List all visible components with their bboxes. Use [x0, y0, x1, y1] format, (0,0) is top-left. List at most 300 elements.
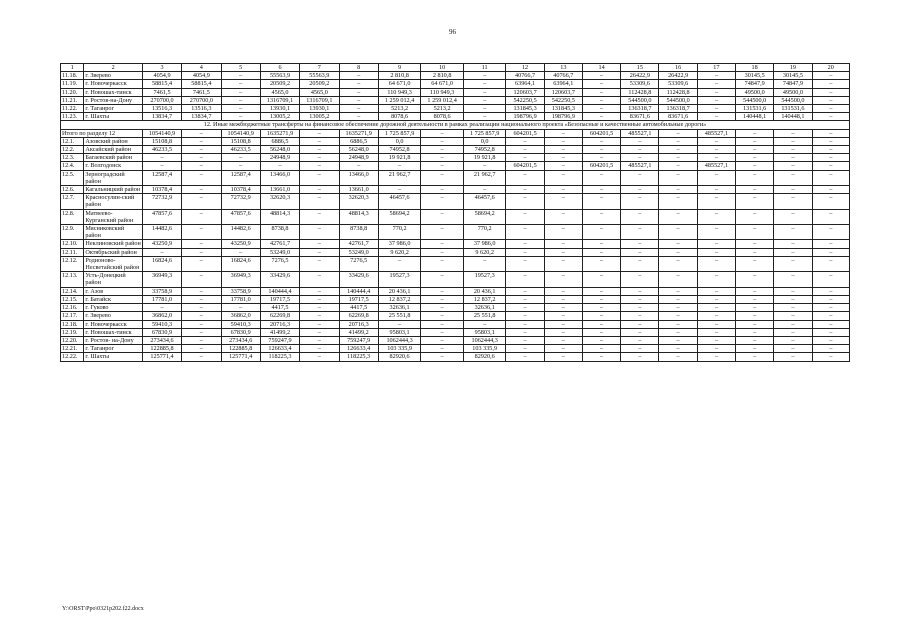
value-cell: –	[774, 336, 812, 344]
value-cell: –	[659, 345, 697, 353]
value-cell: –	[812, 240, 849, 248]
value-cell: 15108,8	[221, 137, 260, 145]
value-cell: –	[697, 137, 735, 145]
value-cell: –	[260, 162, 299, 170]
value-cell: 140444,4	[260, 287, 299, 295]
value-cell: –	[659, 304, 697, 312]
value-cell: 2 810,8	[421, 72, 464, 80]
value-cell: –	[339, 113, 378, 121]
value-cell: –	[621, 312, 659, 320]
column-number-9: 9	[378, 64, 421, 72]
section-total-label: Итого по разделу 12	[61, 129, 143, 137]
value-cell: –	[582, 336, 620, 344]
value-cell: –	[506, 312, 544, 320]
value-cell: 53309,6	[659, 80, 697, 88]
value-cell: –	[582, 312, 620, 320]
value-cell: –	[659, 248, 697, 256]
value-cell: 17781,0	[221, 295, 260, 303]
row-label-cell: г. Новошах-тинск	[84, 88, 142, 96]
value-cell: 140444,4	[339, 287, 378, 295]
total-value-cell: –	[774, 129, 812, 137]
row-label-cell: г. Батайск	[84, 295, 142, 303]
value-cell: 20716,3	[260, 320, 299, 328]
value-cell: –	[221, 248, 260, 256]
value-cell: –	[659, 170, 697, 185]
value-cell: –	[659, 256, 697, 271]
value-cell: 125771,4	[221, 353, 260, 361]
value-cell: 95803,1	[378, 328, 421, 336]
value-cell: –	[421, 162, 464, 170]
value-cell: 485527,1	[621, 162, 659, 170]
value-cell: –	[300, 256, 339, 271]
value-cell: 21 962,7	[378, 170, 421, 185]
value-cell: –	[812, 312, 849, 320]
value-cell: –	[774, 209, 812, 224]
value-cell: –	[544, 240, 582, 248]
value-cell: –	[544, 295, 582, 303]
column-number-20: 20	[812, 64, 849, 72]
value-cell: –	[697, 186, 735, 194]
page-number: 96	[449, 28, 456, 36]
row-label-cell: г. Шахты	[84, 353, 142, 361]
value-cell: 67830,9	[142, 328, 181, 336]
value-cell: 33758,9	[221, 287, 260, 295]
value-cell: –	[697, 209, 735, 224]
value-cell: –	[621, 137, 659, 145]
value-cell: –	[697, 72, 735, 80]
value-cell: 40766,7	[544, 72, 582, 80]
value-cell: 1316709,1	[300, 96, 339, 104]
value-cell: 7461,5	[142, 88, 181, 96]
value-cell: –	[736, 312, 774, 320]
total-value-cell: –	[544, 129, 582, 137]
value-cell: 8738,8	[260, 225, 299, 240]
value-cell: –	[697, 287, 735, 295]
row-label-cell: Матвеево-Курганский район	[84, 209, 142, 224]
value-cell: –	[300, 137, 339, 145]
value-cell: –	[697, 194, 735, 209]
value-cell: –	[300, 154, 339, 162]
value-cell: –	[582, 170, 620, 185]
value-cell: –	[544, 287, 582, 295]
value-cell: –	[812, 248, 849, 256]
value-cell: –	[182, 240, 221, 248]
value-cell: –	[659, 312, 697, 320]
value-cell: 8738,8	[339, 225, 378, 240]
value-cell: –	[812, 225, 849, 240]
value-cell: 33429,6	[339, 272, 378, 287]
value-cell: 16824,6	[221, 256, 260, 271]
value-cell: –	[621, 345, 659, 353]
value-cell: –	[697, 146, 735, 154]
value-cell: 13834,7	[142, 113, 181, 121]
row-label-cell: г. Зверево	[84, 72, 142, 80]
row-label-cell: г. Шахты	[84, 113, 142, 121]
value-cell: –	[182, 304, 221, 312]
value-cell: –	[221, 154, 260, 162]
value-cell: –	[736, 345, 774, 353]
value-cell: –	[582, 80, 620, 88]
value-cell: 10378,4	[221, 186, 260, 194]
value-cell: –	[339, 88, 378, 96]
value-cell: –	[812, 353, 849, 361]
value-cell: 32636,1	[463, 304, 506, 312]
total-value-cell: 1635271,9	[339, 129, 378, 137]
value-cell: –	[506, 320, 544, 328]
value-cell: –	[812, 170, 849, 185]
value-cell: 63964,1	[544, 80, 582, 88]
value-cell: –	[506, 345, 544, 353]
value-cell: 270700,0	[182, 96, 221, 104]
value-cell: –	[421, 312, 464, 320]
section-title-row	[61, 121, 850, 129]
row-number-cell: 12.10.	[61, 240, 84, 248]
value-cell: 19527,3	[463, 272, 506, 287]
value-cell: 30145,5	[774, 72, 812, 80]
value-cell: –	[463, 186, 506, 194]
value-cell: 10378,4	[142, 186, 181, 194]
value-cell: –	[621, 304, 659, 312]
value-cell: –	[582, 96, 620, 104]
value-cell: –	[421, 146, 464, 154]
value-cell: –	[659, 328, 697, 336]
value-cell: 136318,7	[659, 105, 697, 113]
value-cell: 58694,2	[378, 209, 421, 224]
value-cell: –	[582, 225, 620, 240]
total-value-cell: 1054140,9	[221, 129, 260, 137]
value-cell: –	[774, 353, 812, 361]
value-cell: –	[697, 320, 735, 328]
value-cell: –	[774, 248, 812, 256]
value-cell: 112428,8	[621, 88, 659, 96]
value-cell: 32636,1	[378, 304, 421, 312]
value-cell: –	[582, 186, 620, 194]
value-cell: –	[774, 170, 812, 185]
value-cell: –	[697, 248, 735, 256]
row-number-cell: 12.17.	[61, 312, 84, 320]
value-cell: –	[582, 240, 620, 248]
value-cell: 25 551,8	[463, 312, 506, 320]
value-cell: –	[506, 353, 544, 361]
value-cell: 40766,7	[506, 72, 544, 80]
value-cell: –	[659, 225, 697, 240]
table-row	[61, 170, 850, 185]
value-cell: –	[463, 80, 506, 88]
value-cell: 59410,3	[142, 320, 181, 328]
value-cell: –	[659, 146, 697, 154]
value-cell: –	[659, 240, 697, 248]
value-cell: –	[812, 304, 849, 312]
value-cell: 6886,5	[339, 137, 378, 145]
total-value-cell: 485527,1	[697, 129, 735, 137]
value-cell: –	[812, 146, 849, 154]
value-cell: –	[221, 96, 260, 104]
value-cell: –	[506, 186, 544, 194]
value-cell: 56248,0	[260, 146, 299, 154]
value-cell: 48814,3	[260, 209, 299, 224]
value-cell: –	[697, 88, 735, 96]
value-cell: –	[506, 240, 544, 248]
row-label-cell: Зерноградский район	[84, 170, 142, 185]
column-number-7: 7	[300, 64, 339, 72]
value-cell: 13005,2	[300, 113, 339, 121]
value-cell: –	[812, 137, 849, 145]
value-cell: 4417,5	[260, 304, 299, 312]
value-cell: –	[582, 209, 620, 224]
table-row	[61, 154, 850, 162]
value-cell: –	[506, 209, 544, 224]
row-number-cell: 11.22.	[61, 105, 84, 113]
row-number-cell: 11.18.	[61, 72, 84, 80]
value-cell: 103 335,9	[378, 345, 421, 353]
value-cell: 122885,8	[221, 345, 260, 353]
table-row	[61, 304, 850, 312]
value-cell: 33429,6	[260, 272, 299, 287]
value-cell: –	[812, 320, 849, 328]
value-cell: 48814,3	[339, 209, 378, 224]
value-cell: –	[506, 287, 544, 295]
value-cell: 24948,9	[339, 154, 378, 162]
value-cell: –	[621, 225, 659, 240]
value-cell: 53309,6	[621, 80, 659, 88]
value-cell: –	[221, 105, 260, 113]
value-cell: –	[736, 328, 774, 336]
value-cell: –	[544, 312, 582, 320]
row-label-cell: Аксайский район	[84, 146, 142, 154]
value-cell: 544500,0	[659, 96, 697, 104]
value-cell: –	[339, 96, 378, 104]
value-cell: 59410,3	[221, 320, 260, 328]
table-row	[61, 137, 850, 145]
value-cell: 19 921,8	[378, 154, 421, 162]
value-cell: –	[621, 154, 659, 162]
row-label-cell: Красносулин-ский район	[84, 194, 142, 209]
value-cell: –	[339, 105, 378, 113]
value-cell: –	[697, 80, 735, 88]
value-cell: –	[774, 137, 812, 145]
value-cell: –	[697, 295, 735, 303]
value-cell: 19527,3	[378, 272, 421, 287]
value-cell: 9 620,2	[378, 248, 421, 256]
column-number-19: 19	[774, 64, 812, 72]
table-row	[61, 345, 850, 353]
total-value-cell: 604201,5	[582, 129, 620, 137]
value-cell: –	[182, 295, 221, 303]
value-cell: –	[659, 186, 697, 194]
value-cell: 33758,9	[142, 287, 181, 295]
value-cell: –	[300, 225, 339, 240]
value-cell: –	[421, 304, 464, 312]
value-cell: 131845,3	[544, 105, 582, 113]
value-cell: 110 949,3	[378, 88, 421, 96]
value-cell: –	[812, 194, 849, 209]
table-row	[61, 312, 850, 320]
value-cell: –	[463, 113, 506, 121]
value-cell: 131531,6	[736, 105, 774, 113]
value-cell: 95803,1	[463, 328, 506, 336]
value-cell: 2 810,8	[378, 72, 421, 80]
value-cell: –	[221, 72, 260, 80]
value-cell: 46233,5	[142, 146, 181, 154]
value-cell: –	[421, 287, 464, 295]
value-cell: –	[300, 304, 339, 312]
value-cell: –	[182, 225, 221, 240]
table-row	[61, 295, 850, 303]
table-row	[61, 72, 850, 80]
value-cell: –	[544, 304, 582, 312]
value-cell: –	[421, 154, 464, 162]
value-cell: 14482,6	[221, 225, 260, 240]
column-number-1: 1	[61, 64, 84, 72]
row-label-cell: г. Зверево	[84, 312, 142, 320]
value-cell: 42761,7	[339, 240, 378, 248]
value-cell: –	[221, 162, 260, 170]
value-cell: –	[812, 105, 849, 113]
value-cell: –	[300, 162, 339, 170]
table-row	[61, 320, 850, 328]
value-cell: 13516,3	[142, 105, 181, 113]
value-cell: –	[774, 186, 812, 194]
column-number-17: 17	[697, 64, 735, 72]
value-cell: –	[736, 186, 774, 194]
value-cell: 126633,4	[339, 345, 378, 353]
value-cell: –	[812, 209, 849, 224]
value-cell: 74847,9	[774, 80, 812, 88]
value-cell: –	[697, 240, 735, 248]
column-number-11: 11	[463, 64, 506, 72]
value-cell: –	[774, 287, 812, 295]
value-cell: –	[544, 336, 582, 344]
column-number-3: 3	[142, 64, 181, 72]
value-cell: 13466,0	[260, 170, 299, 185]
row-number-cell: 12.1.	[61, 137, 84, 145]
value-cell: –	[736, 256, 774, 271]
value-cell: –	[544, 353, 582, 361]
value-cell: –	[421, 328, 464, 336]
value-cell: –	[621, 353, 659, 361]
table-row	[61, 162, 850, 170]
value-cell: –	[506, 304, 544, 312]
value-cell: 36949,3	[142, 272, 181, 287]
value-cell: 13930,1	[300, 105, 339, 113]
value-cell: –	[221, 88, 260, 96]
table-body	[61, 72, 850, 361]
row-number-cell: 12.6.	[61, 186, 84, 194]
value-cell: –	[697, 170, 735, 185]
value-cell: –	[812, 96, 849, 104]
value-cell: 67830,9	[221, 328, 260, 336]
total-value-cell: 485527,1	[621, 129, 659, 137]
value-cell: 19717,5	[339, 295, 378, 303]
row-number-cell: 12.4.	[61, 162, 84, 170]
value-cell: 8078,6	[421, 113, 464, 121]
value-cell: 7461,5	[182, 88, 221, 96]
value-cell: 42761,7	[260, 240, 299, 248]
value-cell: 41499,2	[339, 328, 378, 336]
value-cell: –	[421, 353, 464, 361]
row-number-cell: 11.19.	[61, 80, 84, 88]
value-cell: 17781,0	[142, 295, 181, 303]
value-cell: –	[774, 146, 812, 154]
value-cell: –	[463, 88, 506, 96]
value-cell: –	[421, 186, 464, 194]
table-row	[61, 240, 850, 248]
value-cell: –	[544, 320, 582, 328]
row-label-cell: Кагальницкий район	[84, 186, 142, 194]
value-cell: 0,0	[378, 137, 421, 145]
value-cell: –	[300, 186, 339, 194]
value-cell: 136318,7	[621, 105, 659, 113]
value-cell: –	[300, 345, 339, 353]
row-label-cell: г. Ростов- на-Дону	[84, 336, 142, 344]
table-row	[61, 80, 850, 88]
value-cell: –	[582, 105, 620, 113]
value-cell: –	[142, 162, 181, 170]
value-cell: –	[659, 194, 697, 209]
value-cell: 7276,5	[260, 256, 299, 271]
value-cell: 485527,1	[697, 162, 735, 170]
value-cell: –	[697, 105, 735, 113]
value-cell: 1062444,3	[378, 336, 421, 344]
value-cell: –	[300, 312, 339, 320]
total-value-cell: 1054140,9	[142, 129, 181, 137]
value-cell: –	[421, 256, 464, 271]
value-cell: –	[182, 162, 221, 170]
value-cell: 74952,8	[463, 146, 506, 154]
value-cell: 14482,6	[142, 225, 181, 240]
value-cell: –	[582, 72, 620, 80]
value-cell: –	[621, 272, 659, 287]
value-cell: –	[506, 248, 544, 256]
value-cell: 1062444,3	[463, 336, 506, 344]
value-cell: –	[659, 272, 697, 287]
value-cell: –	[659, 209, 697, 224]
value-cell: –	[812, 154, 849, 162]
value-cell: –	[182, 320, 221, 328]
row-number-cell: 11.20.	[61, 88, 84, 96]
column-number-13: 13	[544, 64, 582, 72]
value-cell: –	[621, 328, 659, 336]
value-cell: 125771,4	[142, 353, 181, 361]
value-cell: 64 671,0	[378, 80, 421, 88]
value-cell: –	[736, 170, 774, 185]
value-cell: –	[182, 209, 221, 224]
column-number-12: 12	[506, 64, 544, 72]
table-row	[61, 88, 850, 96]
footer-file-path: Y:\ORST\Ppo\0321p202.f22.docx	[62, 606, 144, 612]
row-number-cell: 12.21.	[61, 345, 84, 353]
row-number-cell: 12.13.	[61, 272, 84, 287]
value-cell: –	[463, 320, 506, 328]
row-label-cell: Октябрьский район	[84, 248, 142, 256]
value-cell: 198796,9	[506, 113, 544, 121]
value-cell: 1 259 012,4	[378, 96, 421, 104]
table-row	[61, 225, 850, 240]
value-cell: –	[544, 186, 582, 194]
value-cell: –	[582, 137, 620, 145]
column-number-header	[61, 64, 850, 72]
column-number-16: 16	[659, 64, 697, 72]
value-cell: –	[697, 345, 735, 353]
row-label-cell: Неклиновский район	[85, 240, 141, 248]
value-cell: –	[774, 162, 812, 170]
value-cell: –	[736, 272, 774, 287]
value-cell: –	[812, 72, 849, 80]
value-cell: –	[812, 162, 849, 170]
value-cell: 55563,9	[260, 72, 299, 80]
value-cell: –	[506, 170, 544, 185]
value-cell: 12587,4	[221, 170, 260, 185]
